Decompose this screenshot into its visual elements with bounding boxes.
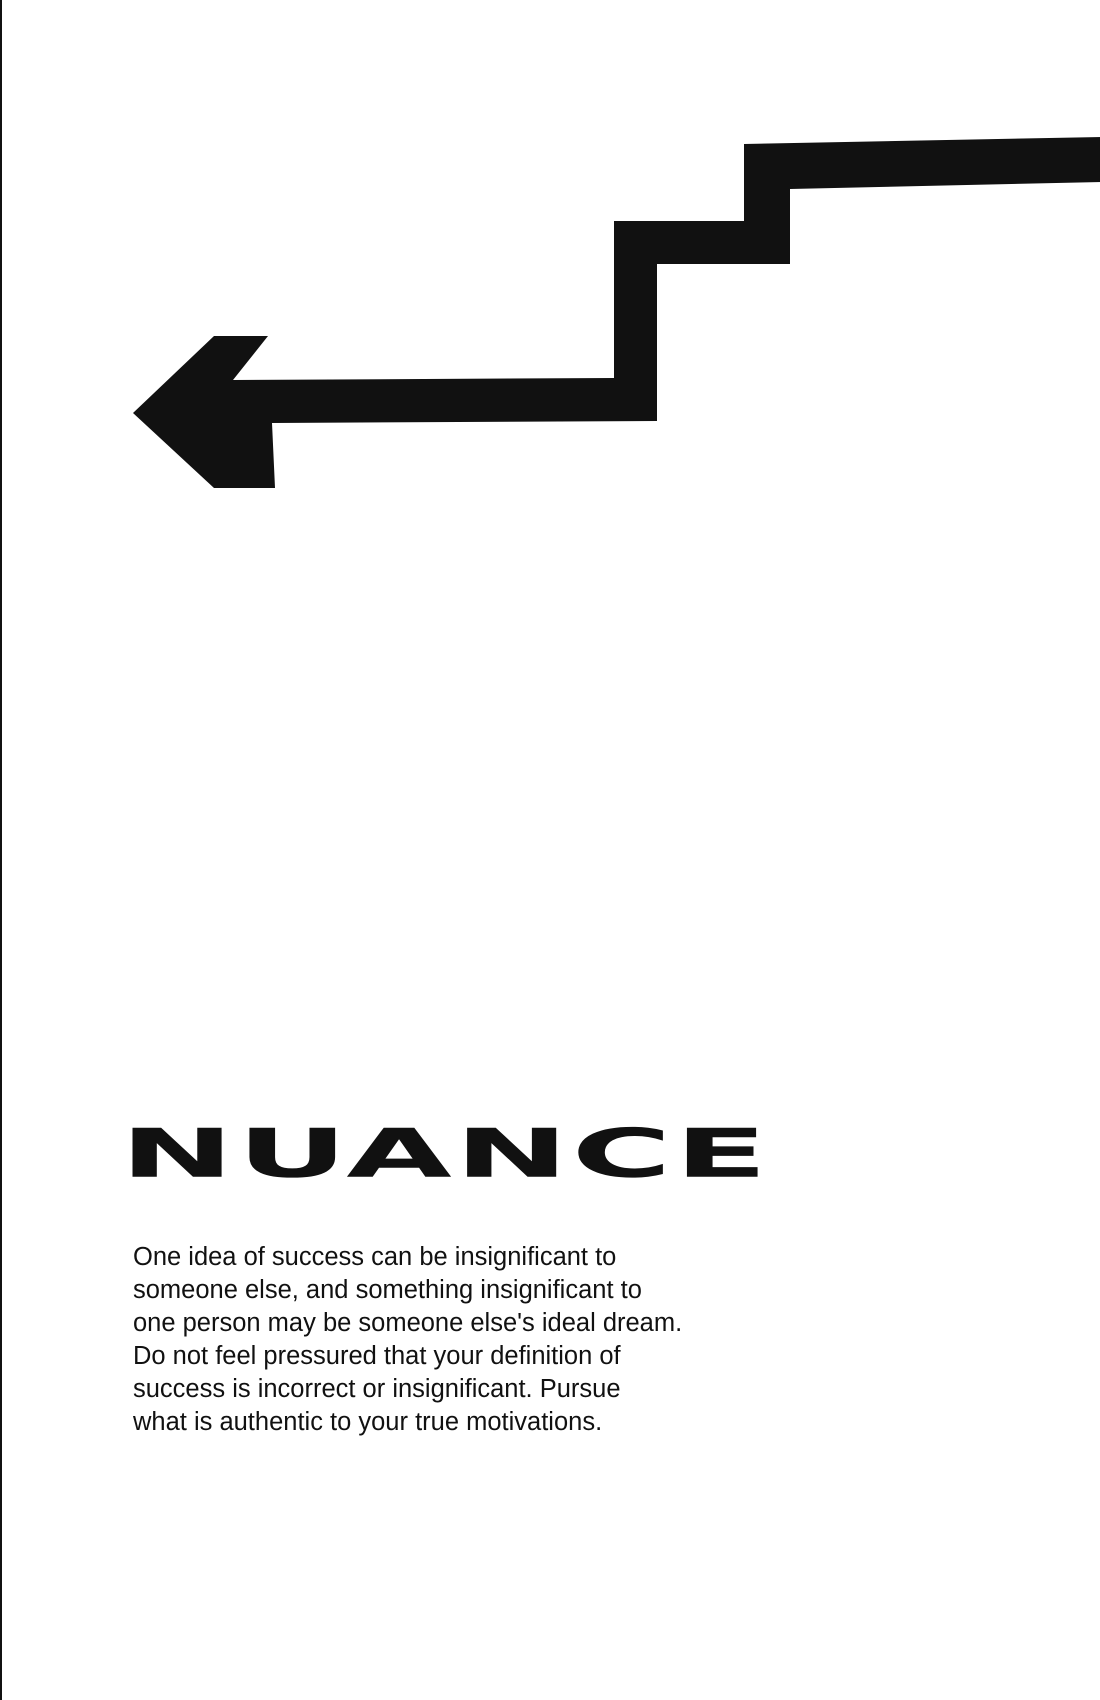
body-line: what is authentic to your true motivations.	[133, 1408, 603, 1436]
stair-arrow-graphic	[2, 0, 1100, 520]
body-paragraph	[133, 1241, 793, 1439]
body-line: someone else, and something insignificant to	[133, 1276, 642, 1304]
body-line: one person may be someone else's ideal dream.	[133, 1309, 683, 1337]
body-line: One idea of success can be insignificant to	[133, 1243, 617, 1271]
page-title: NUANCE	[120, 1114, 771, 1193]
body-line: success is incorrect or insignificant. Pursue	[133, 1375, 621, 1403]
arrow-shape	[133, 137, 1100, 488]
stair-step-left-arrow-icon	[2, 0, 1100, 520]
body-line: Do not feel pressured that your definition of	[133, 1342, 621, 1370]
